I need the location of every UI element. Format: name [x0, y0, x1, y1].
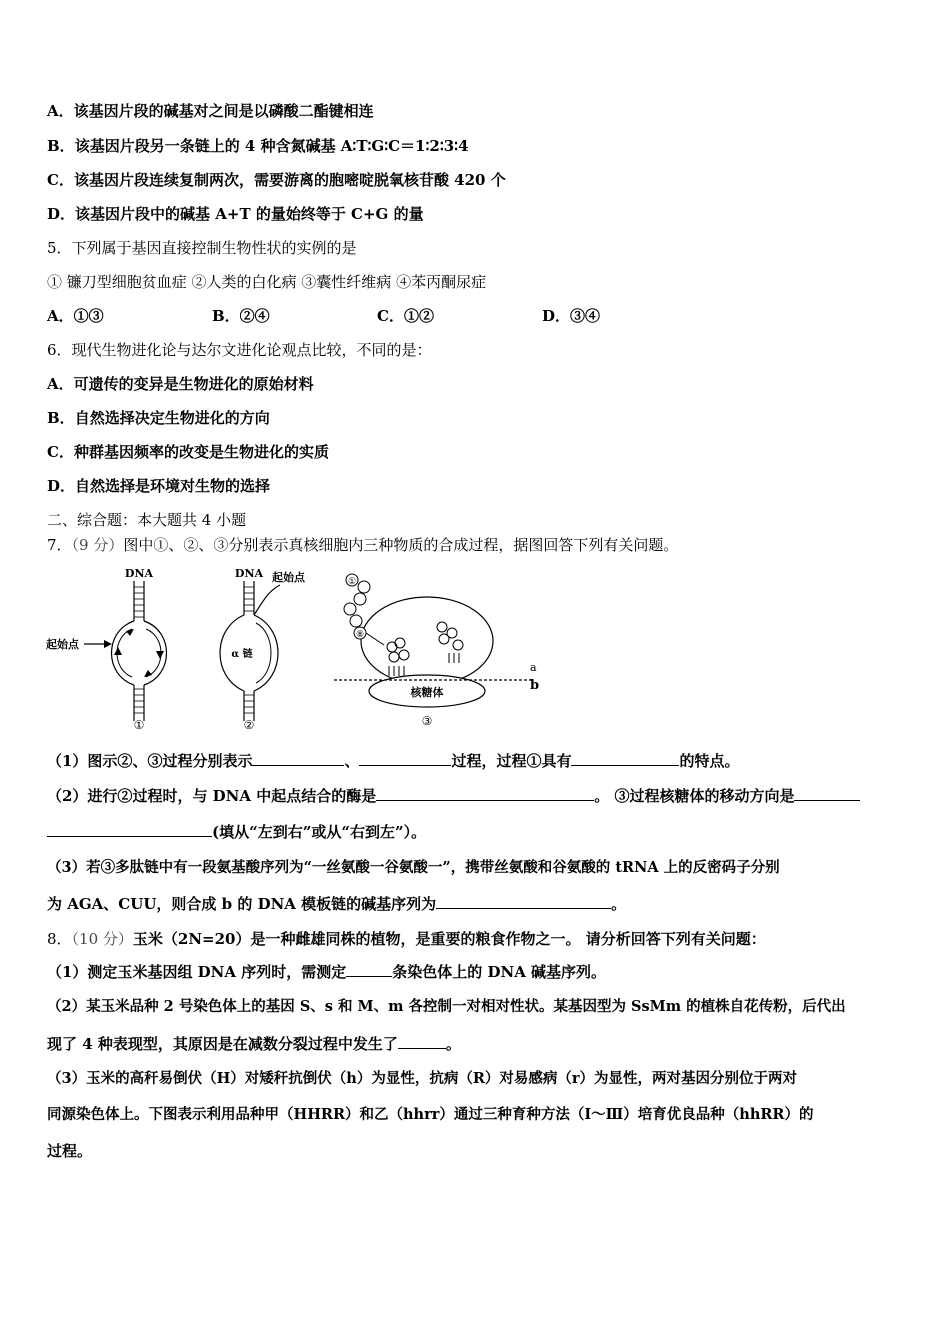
blank[interactable]	[346, 962, 392, 977]
blank[interactable]	[376, 786, 594, 801]
num-label-1: ①	[133, 718, 145, 732]
bead-label-8: ⑧	[355, 630, 365, 640]
q4-option-c: C．该基因片段连续复制两次，需要游离的胞嘧啶脱氧核苷酸 420 个	[47, 171, 506, 189]
q6-stem: 6．现代生物进化论与达尔文进化论观点比较，不同的是：	[47, 341, 432, 359]
blank[interactable]	[47, 822, 212, 837]
q4-option-a: A．该基因片段的碱基对之间是以磷酸二酯键相连	[47, 102, 374, 120]
alpha-chain-label: α 链	[231, 649, 253, 660]
q8-part3-line2: 同源染色体上。下图表示利用品种甲（HHRR）和乙（hhrr）通过三种育种方法（Ⅰ～Ⅲ）培育优良品种（hhRR）的	[47, 1106, 814, 1123]
replication-diagram	[46, 567, 167, 732]
label-b: b	[530, 678, 540, 693]
q5-option-c: C．①②	[377, 307, 434, 325]
q8-stem: 8．（10 分）玉米（2N=20）是一种雌雄同株的植物，是重要的粮食作物之一。 请分析回答下列有关问题：	[47, 930, 766, 948]
dna-label-1: DNA	[124, 567, 154, 580]
q7-stem: 7．（9 分）图中①、②、③分别表示真核细胞内三种物质的合成过程，据图回答下列有关问题。	[47, 536, 679, 554]
blank[interactable]	[436, 894, 611, 909]
q5-option-d: D．③④	[542, 307, 601, 325]
blank[interactable]	[398, 1034, 446, 1049]
blank[interactable]	[794, 786, 860, 801]
translation-diagram	[334, 574, 539, 728]
q7-part2: （2）进行②过程时，与 DNA 中起点结合的酶是 。 ③过程核糖体的移动方向是	[47, 786, 860, 806]
origin-label-top: 起始点	[272, 571, 305, 584]
q8-part1: （1）测定玉米基因组 DNA 序列时，需测定 条染色体上的 DNA 碱基序列。	[47, 963, 607, 981]
q5-options	[47, 306, 600, 326]
q6-option-b: B．自然选择决定生物进化的方向	[47, 409, 270, 427]
q8-part3-line3: 过程。	[47, 1142, 93, 1160]
q5-option-b: B．②④	[212, 307, 270, 325]
transcription-diagram	[220, 567, 306, 732]
q6-option-d: D．自然选择是环境对生物的选择	[47, 477, 271, 495]
q8-part3-line1: （3）玉米的高秆易倒伏（H）对矮秆抗倒伏（h）为显性，抗病（R）对易感病（r）为显性，两对基因分别位于两对	[47, 1070, 798, 1087]
q8-part2-line2: 现了 4 种表现型，其原因是在减数分裂过程中发生了 。	[47, 1035, 461, 1053]
q5-stem: 5．下列属于基因直接控制生物性状的实例的是	[47, 239, 357, 257]
q5-items: ① 镰刀型细胞贫血症 ②人类的白化病 ③囊性纤维病 ④苯丙酮尿症	[47, 273, 487, 291]
q6-option-c: C．种群基因频率的改变是生物进化的实质	[47, 443, 329, 461]
q7-part1: （1）图示②、③过程分别表示 、 过程，过程①具有 的特点。	[47, 752, 740, 770]
section-heading: 二、综合题：本大题共 4 小题	[47, 511, 247, 529]
q8-part2-line1: （2）某玉米品种 2 号染色体上的基因 S、s 和 M、m 各控制一对相对性状。某基因型为 SsMm 的植株自花传粉，后代出	[47, 998, 846, 1015]
num-label-2: ②	[243, 718, 255, 732]
q5-option-a: A．①③	[47, 307, 104, 325]
q4-option-b: B．该基因片段另一条链上的 4 种含氮碱基 A∶T∶G∶C＝1∶2∶3∶4	[47, 137, 469, 155]
blank[interactable]	[359, 751, 451, 766]
dna-label-2: DNA	[234, 567, 264, 580]
blank[interactable]	[571, 751, 679, 766]
q7-figure	[44, 563, 554, 733]
origin-label-left: 起始点	[46, 638, 79, 651]
q7-part2-cont: (填从“左到右”或从“右到左”）。	[47, 822, 426, 842]
ribosome-label: 核糖体	[410, 686, 444, 699]
bead-label-1: ①	[347, 577, 357, 587]
q7-part3-line1: （3）若③多肽链中有一段氨基酸序列为“一丝氨酸一谷氨酸一”，携带丝氨酸和谷氨酸的 tRNA 上的反密码子分别	[47, 859, 780, 876]
num-label-3: ③	[421, 714, 433, 728]
label-a: a	[530, 661, 537, 674]
q7-part3-line2: 为 AGA、CUU，则合成 b 的 DNA 模板链的碱基序列为 。	[47, 895, 627, 913]
blank[interactable]	[252, 751, 344, 766]
q4-option-d: D．该基因片段中的碱基 A+T 的量始终等于 C+G 的量	[47, 205, 424, 223]
q6-option-a: A．可遗传的变异是生物进化的原始材料	[47, 375, 314, 393]
